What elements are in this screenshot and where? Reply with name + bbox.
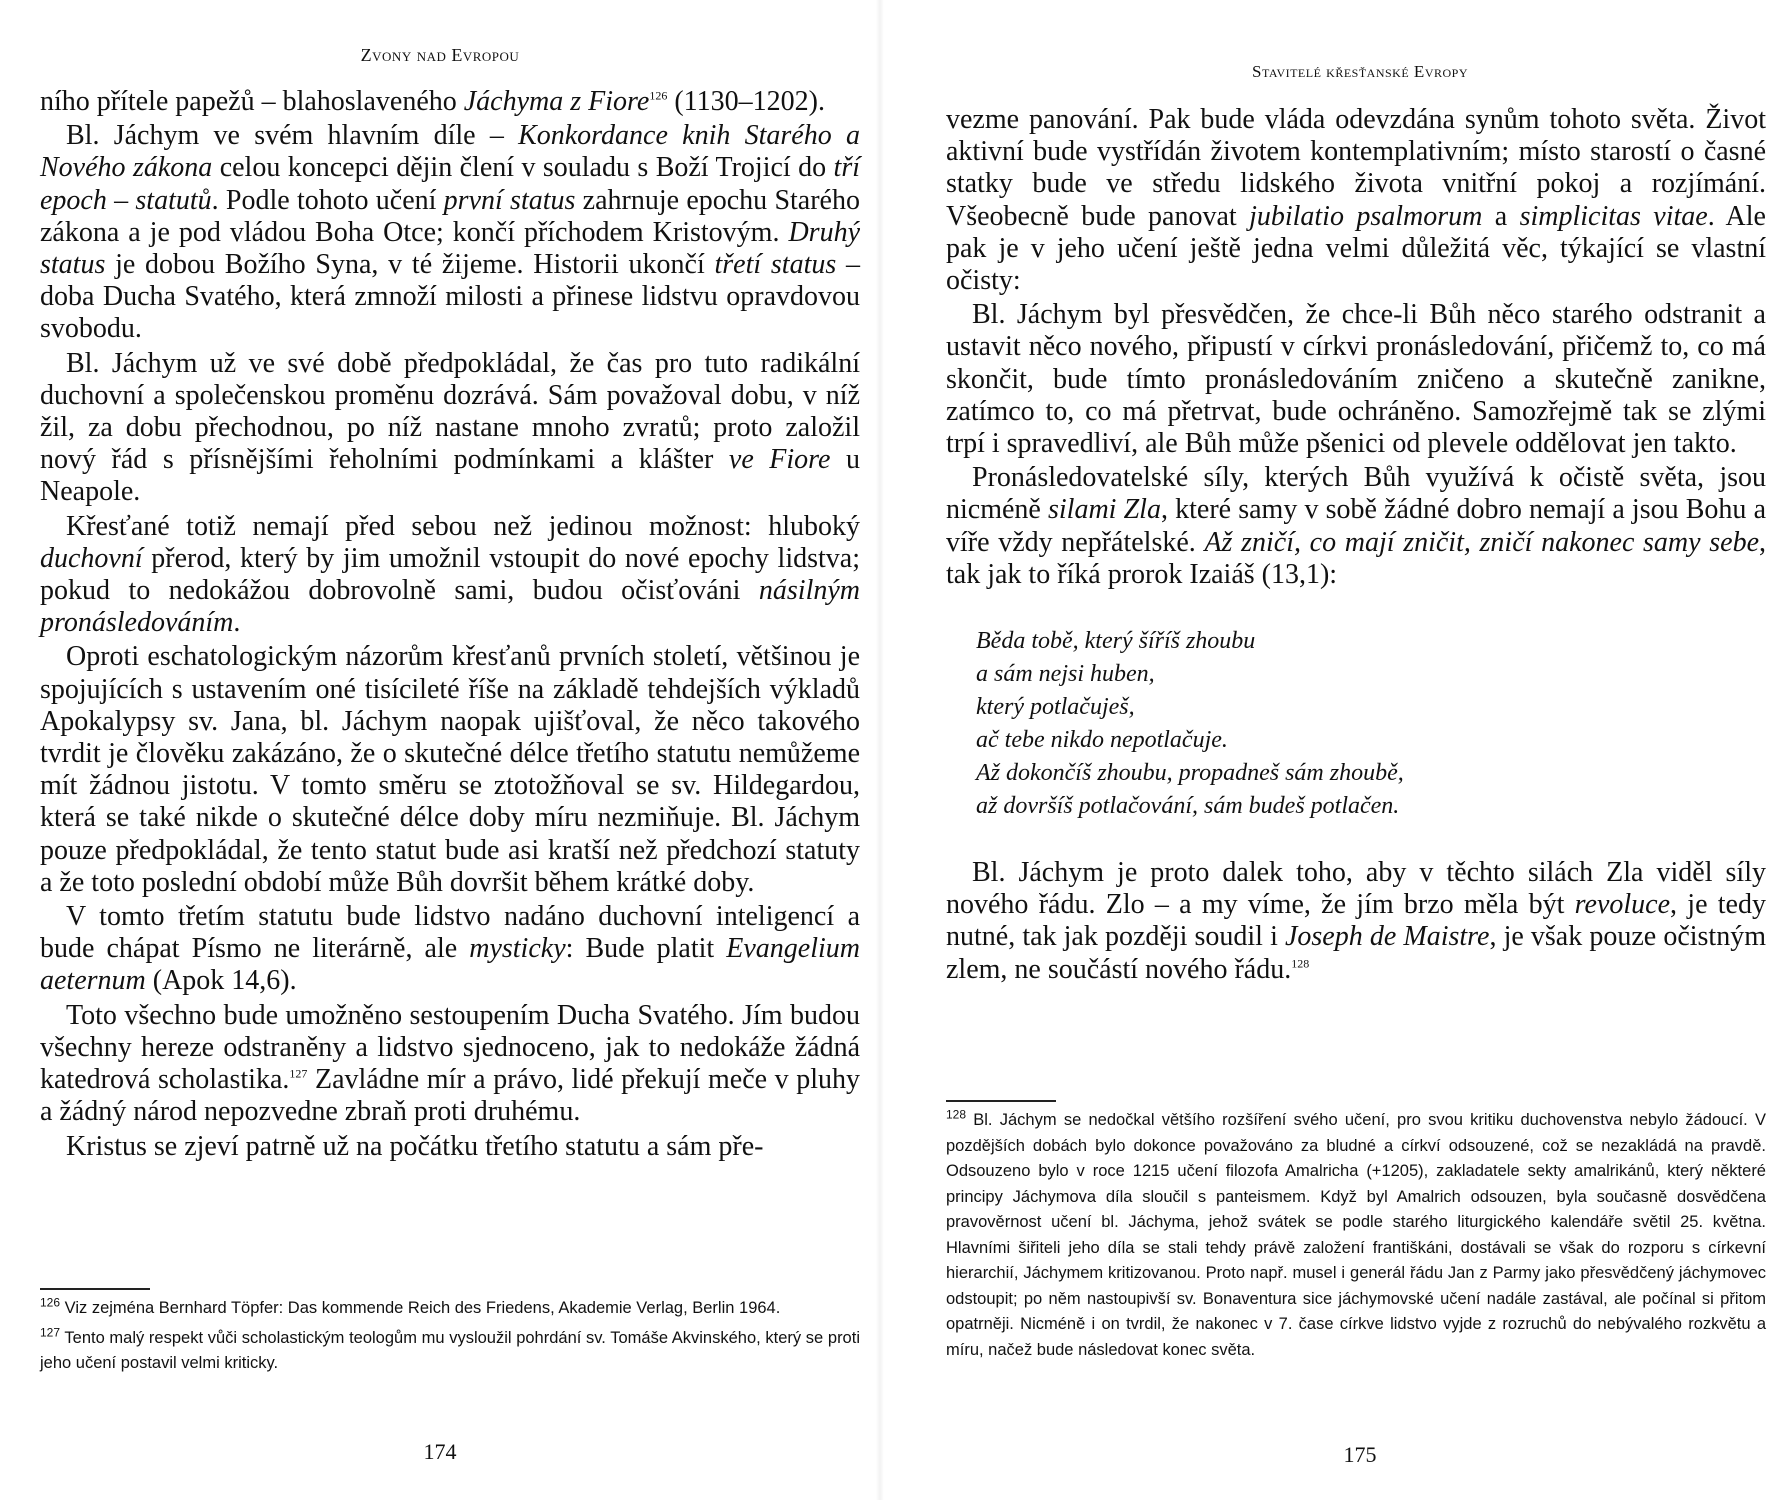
text-run: Bl. Jáchym ve svém hlavním díle – xyxy=(66,120,519,152)
poem-line: ač tebe nikdo nepotlačuje. xyxy=(976,727,1228,754)
text-run: Pronásledovatelské síly, kterých Bůh využívá k očistě světa, jsou nicméně xyxy=(946,462,1766,526)
text-run: , které samy v sobě žádné dobro nemají a jsou Bohu a víře vždy nepřátelské. xyxy=(946,494,1767,558)
poem-line: až dovršíš potlačování, sám budeš potlačen. xyxy=(976,793,1400,820)
text-run: . Ale pak je v jeho učení ještě jedna velmi důležitá věc, týkající se vlastní očisty: xyxy=(946,200,1766,297)
footnote-ref: 128 xyxy=(1291,956,1310,971)
italic-text: duchovní xyxy=(40,542,143,574)
paragraph xyxy=(946,462,1766,591)
paragraph xyxy=(40,348,860,509)
italic-text: třetí status xyxy=(714,249,837,281)
left-footnotes xyxy=(40,1288,860,1381)
paragraph xyxy=(40,1131,860,1163)
text-run: přerod, který by jim umožnil vstoupit do nové epochy lidstva; pokud to nedokážou dobrovolně sami, budou očisťováni xyxy=(40,542,860,607)
paragraph xyxy=(40,641,860,899)
text-run: celou koncepci dějin člení v souladu s Boží Trojicí do xyxy=(212,152,834,184)
text-run: Oproti eschatologickým názorům křesťanů prvních století, většinou je spojujících s ustavením oné tisícileté říše na základě tehdejších výkladů Apokalypsy sv. Jana, bl. Jáchym naopak ujišťoval, že něco takového tvrdit je člověku zakázáno, že o skutečné délce třetího statutu nemůžeme mít žádnou jistotu. V tomto směru se ztotožňoval se sv. Hildegardou, která se také nikde o skutečné délce doby míru nezmiňuje. Bl. Jáchym pouze předpokládal, že tento statut bude asi kratší než předchozí statuty a že toto poslední období může Bůh dovršit během krátké doby. xyxy=(40,641,860,898)
left-body-text xyxy=(40,86,860,1163)
text-run: (Apok 14,6). xyxy=(145,965,297,997)
footnote-ref: 126 xyxy=(649,88,668,103)
text-run: , je však pouze očistným zlem, ne součástí nového řádu. xyxy=(946,921,1766,985)
poem-line: Běda tobě, který šíříš zhoubu xyxy=(976,628,1256,655)
italic-text: ve Fiore xyxy=(728,444,831,476)
text-run: , je tedy nutné, tak jak později soudil i xyxy=(946,889,1766,953)
italic-text: Joseph de Maistre xyxy=(1284,921,1490,953)
page-number-right: 175 xyxy=(1343,1442,1377,1467)
text-run: Bl. Jáchym už ve své době předpokládal, že čas pro tuto radikální duchovní a společenskou proměnu dozrává. Sám považoval dobu, v níž žil, za dobu přechodnou, po níž nastane mnoho zvratů; proto založil nový řád s přísnějšími řeholními podmínkami a klášter xyxy=(40,347,860,476)
footnote-128: $^{128}$ Bl. Jáchym se nedočkal většího rozšíření svého učení, pro svou kritiku duchovenstva nebylo žádoucí. V pozdějších dobách bylo dokonce považováno za bludné a církví odsouzené, což se nezakládá na pravdě. Odsouzeno bylo v roce 1215 učení filozofa Amalricha (+1205), zakladatele sekty amalrikánů, který některé principy Jáchymova díla sloučil s panteismem. Když byl Amalrich odsouzen, byla současně dosvědčena pravověrnost učení bl. Jáchyma, jehož svátek se podle starého liturgického kalendáře světil 25. května. Hlavními šiřiteli jeho díla se stali tehdy právě založení františkáni, dostávali se však do rozporu s církevní hierarchií, Jáchymem kritizovanou. Proto např. musel i generál řádu Jan z Parmy jako přesvědčený jáchymovec odstoupit; po něm nastoupivší sv. Bonaventura sice jáchymovské učení nadále zastával, ale počínal si přitom opatrněji. Nicméně i on tvrdil, že nakonec v 7. čase církve lidstvo vyjde z rozruchů do nebývalého rozkvětu a míru, načež bude následovat konec světa. xyxy=(946,1107,1766,1359)
text-run: . xyxy=(233,607,241,639)
right-page xyxy=(880,0,1780,1500)
paragraph xyxy=(40,86,860,118)
italic-text: Jáchyma z Fiore xyxy=(463,86,650,117)
italic-text: Evangelium aeternum xyxy=(40,933,860,997)
italic-text: simplicitas vitae xyxy=(1519,200,1708,232)
right-footnotes xyxy=(946,1100,1766,1367)
text-run: V tomto třetím statutu bude lidstvo nadáno duchovní inteligencí a bude chápat Písmo ne literárně, ale xyxy=(40,901,860,965)
paragraph xyxy=(946,299,1766,460)
footnote-rule xyxy=(40,1288,150,1290)
poem-line: který potlačuješ, xyxy=(976,694,1135,721)
italic-text: silami Zla xyxy=(1048,494,1161,526)
page-number-left: 174 xyxy=(423,1439,457,1464)
text-run: ního přítele papežů – blahoslaveného xyxy=(40,86,464,117)
poem-quote xyxy=(976,625,1766,823)
text-run: a xyxy=(1482,200,1520,232)
paragraph xyxy=(40,901,860,998)
footnote-ref: 127 xyxy=(289,1066,308,1081)
paragraph xyxy=(40,1000,860,1129)
text-run: vezme panování. Pak bude vláda odevzdána synům tohoto světa. Život aktivní bude vystřídán životem kontemplativním; místo starostí o časné statky bude ve středu lidského života vnitřní pokoj a rozjímání. Všeobecně bude panovat xyxy=(946,104,1766,232)
running-head-right: Stavitelé křesťanské Evropy xyxy=(1252,62,1468,81)
paragraph xyxy=(946,857,1766,986)
text-run: Kristus se zjeví patrně už na počátku třetího statutu a sám pře- xyxy=(66,1130,764,1162)
right-paragraphs-after xyxy=(946,857,1766,986)
right-paragraphs-before xyxy=(946,104,1766,591)
text-run: Bl. Jáchym je proto dalek toho, aby v těchto silách Zla viděl síly nového řádu. Zlo – a my víme, že jím brzo měla být xyxy=(946,857,1766,921)
paragraph xyxy=(40,511,860,640)
text-run: : Bude platit xyxy=(565,933,727,965)
italic-text: první status xyxy=(443,184,576,216)
italic-text: Druhý status xyxy=(40,216,860,281)
text-run: zahrnuje epochu Starého zákona a je pod vládou Boha Otce; končí příchodem Kristovým. xyxy=(40,184,860,248)
text-run: (1130–1202). xyxy=(667,86,825,117)
footnote-127: $^{127}$ Tento malý respekt vůči scholastickým teologům mu vysloužil pohrdání sv. Tomáše Akvinského, který se proti jeho učení postavil velmi kriticky. xyxy=(40,1325,860,1372)
text-run: , tak jak to říká prorok Izaiáš (13,1): xyxy=(946,526,1766,590)
italic-text: Konkordance knih Starého a Nového zákona xyxy=(40,120,860,184)
right-body-text xyxy=(946,104,1766,986)
text-run: Zavládne mír a právo, lidé překují meče v pluhy a žádný národ nepozvedne zbraň proti druhému. xyxy=(40,1064,860,1128)
footnote-126: $^{126}$ Viz zejména Bernhard Töpfer: Das kommende Reich des Friedens, Akademie Verlag, Berlin 1964. xyxy=(40,1295,781,1317)
text-run: Křesťané totiž nemají před sebou než jedinou možnost: hluboký xyxy=(66,510,860,542)
italic-text: jubilatio psalmorum xyxy=(1249,200,1483,232)
text-run: . Podle tohoto učení xyxy=(211,184,444,216)
italic-text: tří epoch – statutů xyxy=(40,152,861,216)
poem-line: a sám nejsi huben, xyxy=(976,661,1155,688)
paragraph xyxy=(40,120,860,345)
running-head-left: Zvony nad Evropou xyxy=(360,45,520,65)
text-run: – doba Ducha Svatého, která zmnoží milosti a přinese lidstvu opravdovou svobodu. xyxy=(40,249,861,345)
text-run: u Neapole. xyxy=(40,444,860,508)
italic-text: revoluce xyxy=(1574,889,1671,921)
text-run: Toto všechno bude umožněno sestoupením Ducha Svatého. Jím budou všechny hereze odstraněny a lidstvo sjednoceno, jak to nedokáže žádná katedrová scholastika. xyxy=(40,999,860,1096)
italic-text: mysticky xyxy=(469,933,566,965)
italic-text: Až zničí, co mají zničit, zničí nakonec samy sebe xyxy=(1204,526,1759,558)
text-run: Bl. Jáchym byl přesvědčen, že chce-li Bůh něco starého odstranit a ustavit něco nového, připustí v církvi pronásledování, přičemž to, co má skončit, bude tímto pronásledováním zničeno a skutečně zanikne, zatímco to, co má přetrvat, bude ochráněno. Samozřejmě tak se zlými trpí i spravedliví, ale Bůh může pšenici od plevele oddělovat jen takto. xyxy=(946,299,1766,460)
text-run: je dobou Božího Syna, v té žijeme. Historii ukončí xyxy=(105,249,715,281)
poem-line: Až dokončíš zhoubu, propadneš sám zhoubě, xyxy=(976,760,1404,787)
paragraph xyxy=(946,104,1766,297)
italic-text: násilným pronásledováním xyxy=(40,575,860,639)
left-page xyxy=(0,0,880,1500)
footnote-rule xyxy=(946,1100,1056,1102)
